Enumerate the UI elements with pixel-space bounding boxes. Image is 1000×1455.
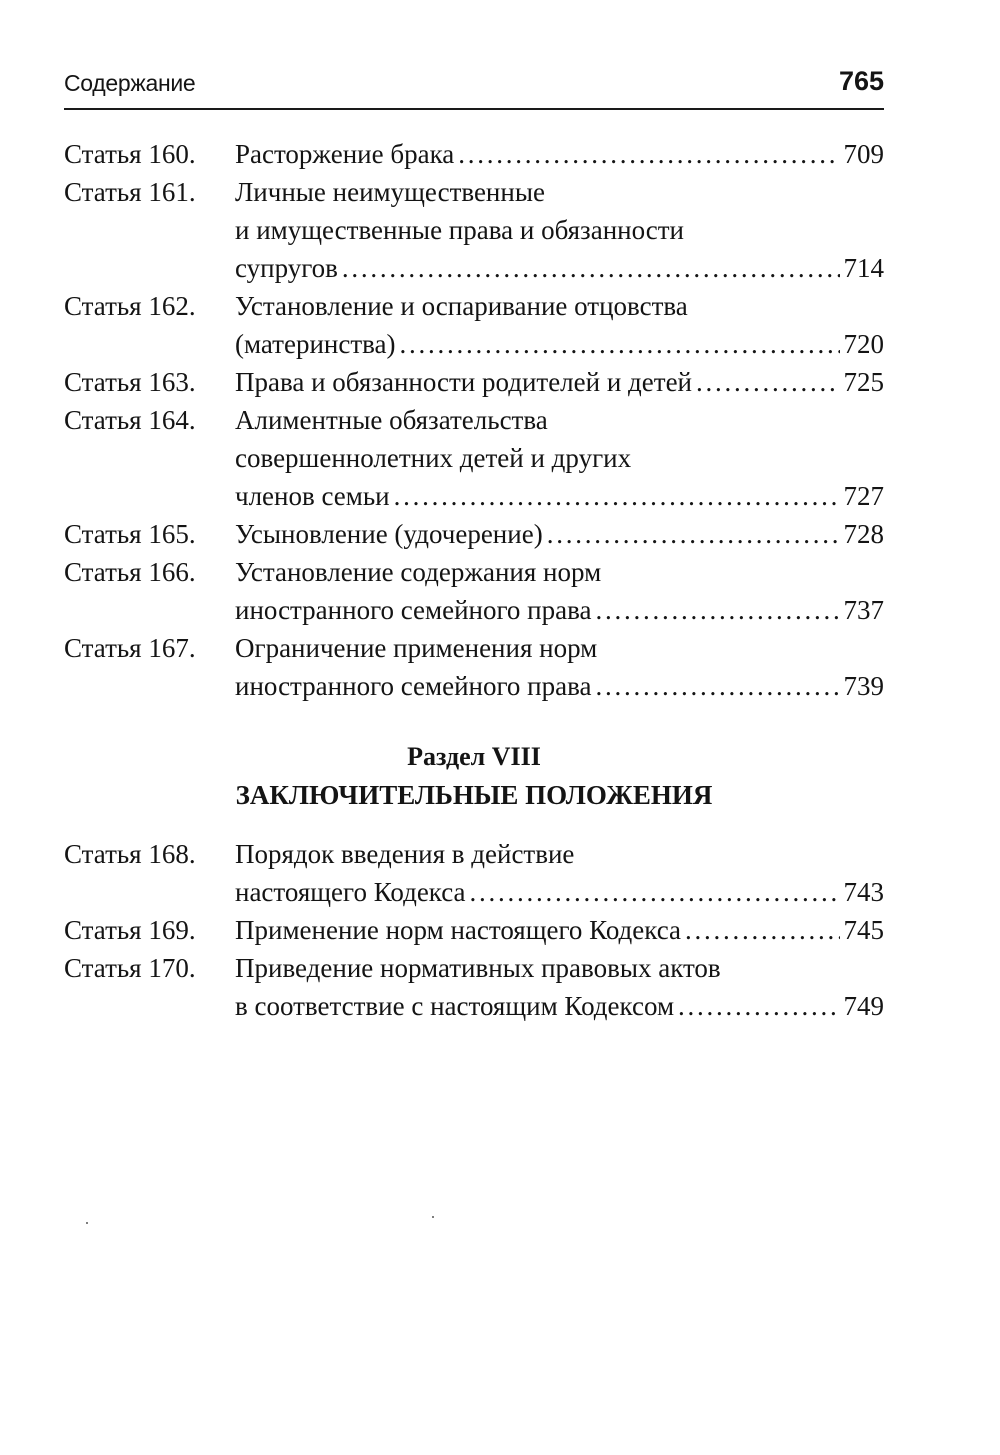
article-title-line: членов семьи [235, 481, 390, 511]
dot-leader [547, 515, 840, 553]
toc-entry [64, 135, 884, 173]
article-number: Статья 165. [64, 519, 196, 549]
toc-entry [64, 835, 884, 911]
article-title-line: Личные неимущественные [235, 177, 545, 207]
dot-leader [595, 667, 839, 705]
toc-entry [64, 629, 884, 705]
article-title [235, 173, 884, 287]
article-title-line: настоящего Кодекса [235, 877, 466, 907]
dot-leader [696, 363, 840, 401]
article-title [235, 911, 884, 949]
article-number: Статья 164. [64, 405, 196, 435]
page-reference: 727 [843, 481, 884, 511]
article-title [235, 287, 884, 363]
article-number: Статья 163. [64, 367, 196, 397]
page-reference: 749 [843, 991, 884, 1021]
print-speck [432, 1216, 434, 1218]
article-title-line: совершеннолетних детей и других [235, 443, 632, 473]
dot-leader [595, 591, 839, 629]
article-title [235, 515, 884, 553]
article-title [235, 949, 884, 1025]
article-title [235, 363, 884, 401]
dot-leader [678, 987, 839, 1025]
dot-leader [458, 135, 839, 173]
article-number: Статья 160. [64, 139, 196, 169]
article-title [235, 629, 884, 705]
article-title-line: Установление содержания норм [235, 557, 602, 587]
toc-entry [64, 515, 884, 553]
toc-entry [64, 401, 884, 515]
page-reference: 725 [843, 367, 884, 397]
header-title: Содержание [64, 70, 196, 96]
article-title-line: и имущественные права и обязанности [235, 215, 685, 245]
page-reference: 714 [843, 253, 884, 283]
article-title [235, 553, 884, 629]
article-title-line: Права и обязанности родителей и детей [235, 367, 692, 397]
article-title [235, 135, 884, 173]
page-reference: 737 [843, 595, 884, 625]
toc-entry [64, 287, 884, 363]
page-reference: 720 [843, 329, 884, 359]
header-page-number: 765 [838, 66, 884, 96]
dot-leader [470, 873, 840, 911]
running-header [64, 64, 884, 110]
article-number: Статья 169. [64, 915, 196, 945]
article-title-line: Приведение нормативных правовых актов [235, 953, 721, 983]
page-reference: 743 [843, 877, 884, 907]
article-title-line: супругов [235, 253, 338, 283]
page-reference: 709 [843, 139, 884, 169]
article-number: Статья 162. [64, 291, 196, 321]
page-reference: 739 [843, 671, 884, 701]
article-title-line: в соответствие с настоящим Кодексом [235, 991, 675, 1021]
article-title-line: Ограничение применения норм [235, 633, 598, 663]
article-title-line: Алиментные обязательства [235, 405, 548, 435]
dot-leader [394, 477, 840, 515]
section-title: ЗАКЛЮЧИТЕЛЬНЫЕ ПОЛОЖЕНИЯ [235, 780, 713, 810]
article-title-line: Применение норм настоящего Кодекса [235, 915, 682, 945]
page-reference: 728 [843, 519, 884, 549]
toc-list-part-2 [64, 835, 884, 1025]
article-title-line: Расторжение брака [235, 139, 455, 169]
print-speck [86, 1222, 88, 1224]
toc-entry [64, 173, 884, 287]
toc-entry [64, 911, 884, 949]
page-reference: 745 [843, 915, 884, 945]
toc-list-part-1 [64, 135, 884, 705]
article-title-line: Усыновление (удочерение) [235, 519, 543, 549]
toc-entry [64, 553, 884, 629]
dot-leader [685, 911, 839, 949]
article-title-line: иностранного семейного права [235, 671, 592, 701]
article-title-line: (материнства) [235, 329, 396, 359]
toc-entry [64, 363, 884, 401]
article-number: Статья 166. [64, 557, 196, 587]
article-number: Статья 168. [64, 839, 196, 869]
dot-leader [342, 249, 840, 287]
toc-entry [64, 949, 884, 1025]
dot-leader [400, 325, 840, 363]
article-title-line: Порядок введения в действие [235, 839, 575, 869]
article-title-line: Установление и оспаривание отцовства [235, 291, 688, 321]
article-title-line: иностранного семейного права [235, 595, 592, 625]
article-number: Статья 170. [64, 953, 196, 983]
article-number: Статья 161. [64, 177, 196, 207]
section-number: Раздел VIII [407, 742, 541, 771]
article-title [235, 401, 884, 515]
article-title [235, 835, 884, 911]
article-number: Статья 167. [64, 633, 196, 663]
